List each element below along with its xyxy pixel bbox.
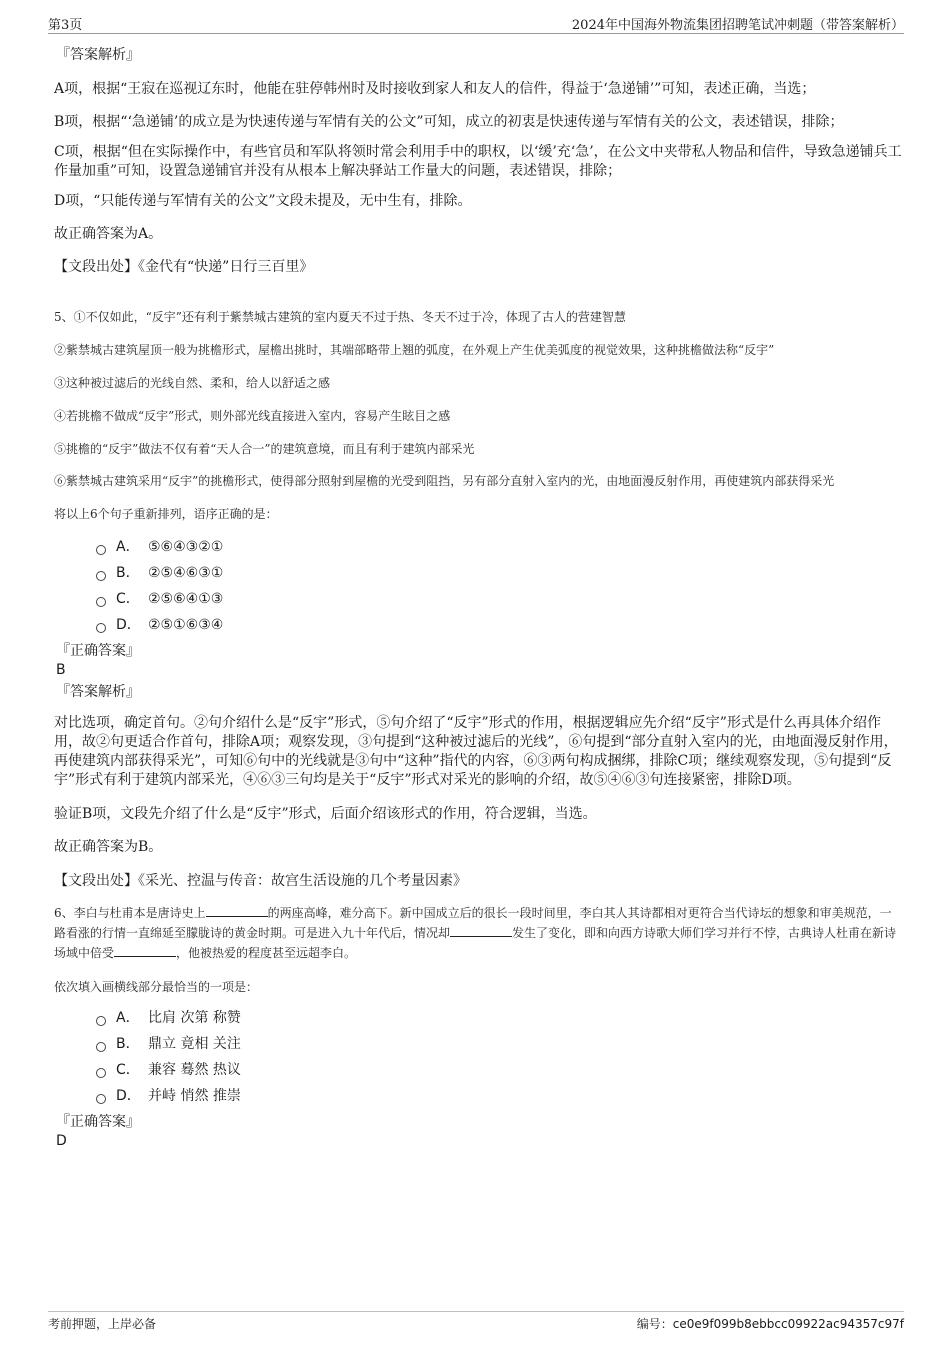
analysis-para: A项，根据“王寂在巡视辽东时，他能在驻停韩州时及时接收到家人和友人的信件，得益于‘急递铺’”可知，表述正确，当选；	[54, 81, 816, 97]
fill-blank	[114, 945, 176, 957]
radio-icon[interactable]	[96, 1068, 106, 1078]
radio-icon[interactable]	[96, 1016, 106, 1026]
analysis-para: 故正确答案为A。	[54, 226, 163, 242]
question-sentence: ④若挑檐不做成“反宇”形式，则外部光线直接进入室内，容易产生眩目之感	[54, 409, 451, 423]
page-footer	[48, 1311, 904, 1335]
options-group	[96, 1005, 902, 1109]
correct-answer: B	[56, 662, 66, 678]
question-sentence: ⑥紫禁城古建筑采用“反宇”的挑檐形式，使得部分照射到屋檐的光受到阻挡，另有部分直射入室内的光，由地面漫反射作用，再使建筑内部获得采光	[54, 474, 835, 488]
footer-slogan: 考前押题，上岸必备	[48, 1317, 157, 1331]
question-prompt: 依次填入画横线部分最恰当的一项是：	[54, 980, 259, 994]
source-citation: 【文段出处】《金代有“快递”日行三百里》	[54, 259, 314, 275]
radio-icon[interactable]	[96, 1094, 106, 1104]
fill-blank	[206, 905, 268, 917]
analysis-para: D项，“只能传递与军情有关的公文”文段未提及，无中生有，排除。	[54, 193, 472, 209]
fill-blank	[450, 925, 512, 937]
analysis-para: 验证B项，文段先介绍了什么是“反宇”形式，后面介绍该形式的作用，符合逻辑，当选。	[54, 806, 597, 822]
question-sentence: ③这种被过滤后的光线自然、柔和，给人以舒适之感	[54, 376, 331, 390]
radio-icon[interactable]	[96, 545, 106, 555]
analysis-para: B项，根据“‘急递铺’的成立是为快速传递与军情有关的公文”可知，成立的初衷是快速传递与军情有关的公文，表述错误，排除；	[54, 114, 844, 130]
question-text: 6、李白与杜甫本是唐诗史上 的两座高峰，难分高下。新中国成立后的很长一段时间里，李白其人其诗都相对更符合当代诗坛的想象和审美规范，一路看涨的行情一直绵延至朦胧诗的黄金时期。可是进入九十年代后，情况却 发生了变化，即和向西方诗歌大师们学习并行不悖，古典诗人杜甫在新诗场域中倍受 ，他被热爱的程度甚至远超李白。	[54, 906, 897, 960]
answer-label: 『正确答案』	[56, 1114, 140, 1130]
options-group	[96, 534, 902, 638]
correct-answer: D	[56, 1133, 67, 1149]
radio-icon[interactable]	[96, 571, 106, 581]
radio-icon[interactable]	[96, 623, 106, 633]
source-citation: 【文段出处】《采光、控温与传音：故宫生活设施的几个考量因素》	[54, 873, 467, 889]
option-a[interactable]: A． 比肩 次第 称赞	[96, 1005, 902, 1031]
option-c[interactable]: C． 兼容 蓦然 热议	[96, 1057, 902, 1083]
option-d[interactable]: D． ②⑤①⑥③④	[96, 612, 902, 638]
page-number: 第3页	[48, 18, 83, 33]
analysis-label: 『答案解析』	[56, 684, 140, 700]
option-b[interactable]: B． 鼎立 竟相 关注	[96, 1031, 902, 1057]
option-d[interactable]: D． 并峙 悄然 推崇	[96, 1083, 902, 1109]
analysis-para: C项，根据“但在实际操作中，有些官员和军队将领时常会利用手中的职权，以‘缓’充‘急’，在公文中夹带私人物品和信件，导致急递铺兵工作量加重”可知，设置急递铺官并没有从根本上解决驿站工作量大的问题，表述错误，排除；	[54, 144, 902, 179]
document-body	[54, 46, 902, 1150]
analysis-para: 对比选项，确定首句。②句介绍什么是“反宇”形式，⑤句介绍了“反宇”形式的作用，根据逻辑应先介绍“反宇”形式是什么再具体介绍作用，故②句更适合作首句，排除A项；观察发现，③句提到“这种被过滤后的光线”，⑥句提到“部分直射入室内的光，由地面漫反射作用，再使建筑内部获得采光”，可知⑥句中的光线就是③句中“这种”指代的内容，⑥③两句构成捆绑，排除C项；继续观察发现，⑤句提到“反宇”形式有利于建筑内部采光，④⑥③三句均是关于“反宇”形式对采光的影响的介绍，故⑤④⑥③句连接紧密，排除D项。	[54, 715, 898, 788]
question-sentence: 5、①不仅如此，“反宇”还有利于紫禁城古建筑的室内夏天不过于热、冬天不过于冷，体现了古人的营建智慧	[54, 310, 626, 324]
answer-label: 『正确答案』	[56, 643, 140, 659]
option-c[interactable]: C． ②⑤⑥④①③	[96, 586, 902, 612]
analysis-para: 故正确答案为B。	[54, 839, 163, 855]
radio-icon[interactable]	[96, 597, 106, 607]
analysis-label: 『答案解析』	[56, 47, 140, 63]
question-sentence: ⑤挑檐的“反宇”做法不仅有着“天人合一”的建筑意境，而且有利于建筑内部采光	[54, 442, 475, 456]
document-code: 编号：ce0e9f099b8ebbcc09922ac94357c97f	[636, 1317, 904, 1331]
option-a[interactable]: A． ⑤⑥④③②①	[96, 534, 902, 560]
page-header	[48, 12, 904, 34]
option-b[interactable]: B． ②⑤④⑥③①	[96, 560, 902, 586]
radio-icon[interactable]	[96, 1042, 106, 1052]
question-prompt: 将以上6个句子重新排列，语序正确的是：	[54, 507, 278, 521]
question-sentence: ②紫禁城古建筑屋顶一般为挑檐形式，屋檐出挑时，其端部略带上翘的弧度，在外观上产生优美弧度的视觉效果，这种挑檐做法称“反宇”	[54, 343, 775, 357]
document-title: 2024年中国海外物流集团招聘笔试冲刺题（带答案解析）	[571, 18, 904, 33]
